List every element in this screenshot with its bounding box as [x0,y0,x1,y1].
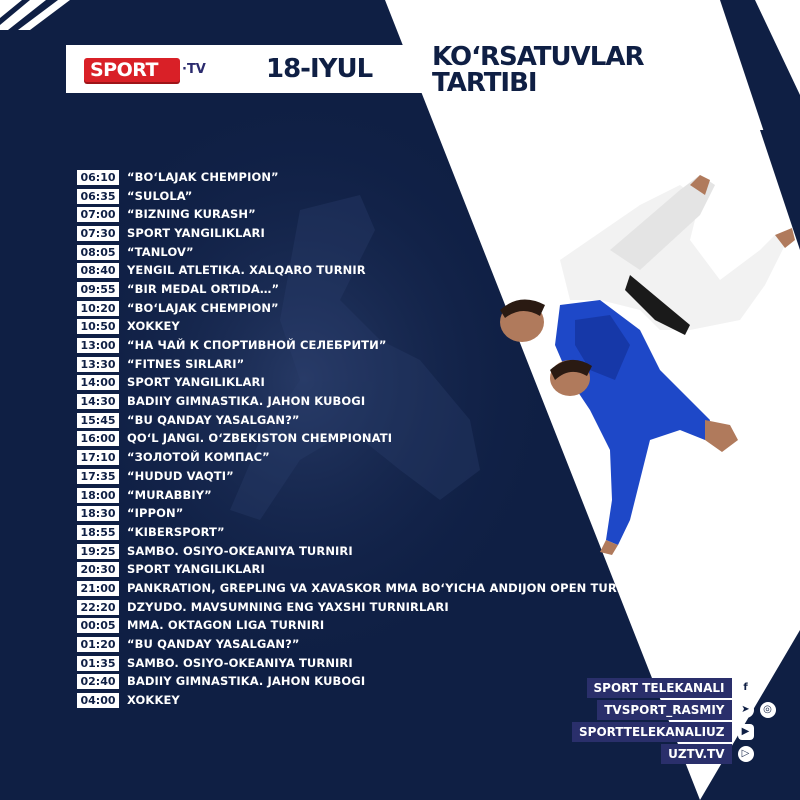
schedule-time: 18:00 [77,488,119,503]
schedule-date: 18-IYUL [266,54,373,84]
schedule-show: “BU QANDAY YASALGAN?” [127,412,300,427]
youtube-icon[interactable]: ▶ [738,724,754,740]
play-icon[interactable]: ▷ [738,746,754,762]
schedule-time: 08:05 [77,245,119,260]
social-handle[interactable]: UZTV.TV [661,744,731,764]
schedule-show: “FITNES SIRLARI” [127,356,245,371]
schedule-time: 04:00 [77,693,119,708]
schedule-time: 10:50 [77,319,119,334]
schedule-time: 17:10 [77,450,119,465]
schedule-show: “BIZNING KURASH” [127,207,256,222]
schedule-show: DZYUDO. MAVSUMNING ENG YAXSHI TURNIRLARI [127,599,449,614]
social-handle[interactable]: SPORTTELEKANALIUZ [572,722,732,742]
schedule-row [77,187,644,206]
schedule-time: 01:20 [77,637,119,652]
schedule-show: “IPPON” [127,506,184,521]
schedule-row [77,392,644,411]
schedule-show: QO‘L JANGI. O‘ZBEKISTON CHEMPIONATI [127,431,393,446]
schedule-time: 00:05 [77,618,119,633]
social-handle[interactable]: SPORT TELEKANALI [587,678,732,698]
schedule-show: “HUDUD VAQTI” [127,468,234,483]
schedule-row [77,635,644,654]
schedule-time: 02:40 [77,674,119,689]
schedule-show: SPORT YANGILIKLARI [127,375,265,390]
schedule-row [77,224,644,243]
schedule-row [77,673,644,692]
schedule-time: 15:45 [77,413,119,428]
schedule-row [77,168,644,187]
social-icons [732,702,780,718]
schedule-show: SAMBO. OSIYO-OKEANIYA TURNIRI [127,543,353,558]
schedule-row [77,598,644,617]
schedule-show: “BO‘LAJAK CHEMPION” [127,300,279,315]
logo-text: SPORT [90,59,158,81]
schedule-time: 18:30 [77,506,119,521]
schedule-show: BADIIY GIMNASTIKA. JAHON KUBOGI [127,394,366,409]
schedule-row [77,560,644,579]
schedule-show: “MURABBIY” [127,487,212,502]
schedule-time: 19:25 [77,544,119,559]
page-title [432,44,644,96]
schedule-show: “ЗОЛОТОЙ КОМПАС” [127,450,270,465]
telegram-icon[interactable]: ➤ [738,702,754,718]
schedule-show: “TANLOV” [127,244,194,259]
social-icons [732,746,780,762]
title-line-1: KO‘RSATUVLAR [432,42,644,72]
sport-tv-logo [84,58,206,82]
schedule-list [77,168,644,710]
schedule-row [77,430,644,449]
schedule-show: SAMBO. OSIYO-OKEANIYA TURNIRI [127,655,353,670]
schedule-show: “SULOLA” [127,188,193,203]
schedule-row [77,280,644,299]
schedule-row [77,243,644,262]
schedule-show: XOKKEY [127,319,180,334]
schedule-time: 21:00 [77,581,119,596]
schedule-row [77,448,644,467]
schedule-show: “KIBERSPORT” [127,524,225,539]
schedule-time: 06:35 [77,189,119,204]
schedule-time: 14:00 [77,375,119,390]
social-icons [732,724,780,740]
schedule-time: 07:30 [77,226,119,241]
schedule-row [77,374,644,393]
schedule-row [77,504,644,523]
schedule-show: SPORT YANGILIKLARI [127,562,265,577]
schedule-show: MMA. OKTAGON LIGA TURNIRI [127,618,325,633]
schedule-row [77,467,644,486]
schedule-row [77,654,644,673]
social-row [572,700,780,720]
schedule-row [77,542,644,561]
schedule-show: “НА ЧАЙ К СПОРТИВНОЙ СЕЛЕБРИТИ” [127,338,387,353]
schedule-time: 16:00 [77,431,119,446]
schedule-row [77,299,644,318]
schedule-row [77,486,644,505]
logo-suffix: ·TV [182,62,206,77]
schedule-time: 13:00 [77,338,119,353]
schedule-show: “BU QANDAY YASALGAN?” [127,637,300,652]
schedule-time: 10:20 [77,301,119,316]
facebook-icon[interactable]: f [738,680,754,696]
schedule-time: 14:30 [77,394,119,409]
schedule-time: 18:55 [77,525,119,540]
schedule-time: 01:35 [77,656,119,671]
instagram-icon[interactable]: ◎ [760,702,776,718]
schedule-row [77,579,644,598]
social-links [572,678,780,766]
schedule-show: PANKRATION, GREPLING VA XAVASKOR MMA BO‘YICHA ANDIJON OPEN TURNIRI [127,580,645,595]
schedule-row [77,318,644,337]
schedule-row [77,411,644,430]
schedule-time: 22:20 [77,600,119,615]
schedule-show: “BO‘LAJAK CHEMPION” [127,169,279,184]
social-row [572,744,780,764]
social-row [572,722,780,742]
schedule-row [77,336,644,355]
schedule-show: “BIR MEDAL ORTIDA…” [127,281,280,296]
schedule-show: SPORT YANGILIKLARI [127,225,265,240]
schedule-time: 20:30 [77,562,119,577]
social-handle[interactable]: TVSPORT_RASMIY [597,700,731,720]
schedule-show: BADIIY GIMNASTIKA. JAHON KUBOGI [127,674,366,689]
schedule-time: 06:10 [77,170,119,185]
schedule-time: 13:30 [77,357,119,372]
schedule-row [77,691,644,710]
title-line-2: TARTIBI [432,68,537,98]
schedule-show: YENGIL ATLETIKA. XALQARO TURNIR [127,263,366,278]
schedule-time: 09:55 [77,282,119,297]
schedule-show: XOKKEY [127,693,180,708]
schedule-row [77,205,644,224]
schedule-row [77,617,644,636]
schedule-row [77,355,644,374]
schedule-time: 07:00 [77,207,119,222]
schedule-time: 17:35 [77,469,119,484]
schedule-time: 08:40 [77,263,119,278]
schedule-row [77,523,644,542]
social-icons [732,680,780,696]
schedule-row [77,261,644,280]
social-row [572,678,780,698]
